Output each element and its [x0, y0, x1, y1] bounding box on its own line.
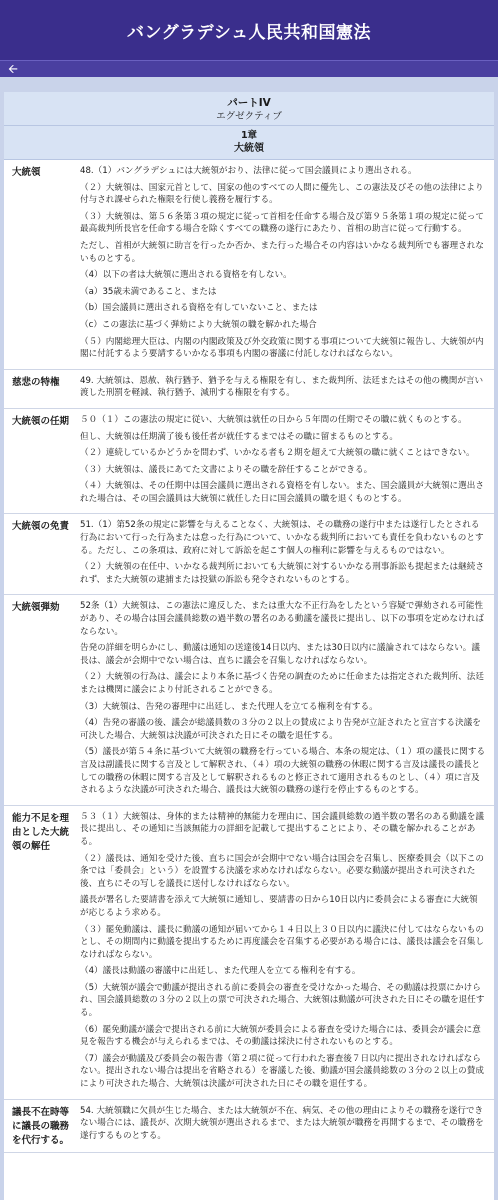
article-paragraph: （4）議長は動議の審議中に出廷し、また代理人を立てる権利を有する。: [80, 966, 361, 977]
article-paragraph: 54. 大統領職に欠員が生じた場合、または大統領が不在、病気、その他の理由によりその職務を遂行できない場合には、議長が、次期大統領が選出されるまで、または大統領が職務を再開するまで、その職務を遂行するものとする。: [80, 1105, 484, 1141]
article-row: [4, 409, 494, 515]
article-body: [74, 409, 494, 514]
app-header: [0, 0, 498, 60]
part-header: [4, 92, 494, 126]
article-title: 能力不足を理由とした大統領の解任: [12, 812, 70, 852]
article-paragraph: ５３（１）大統領は、身体的または精神的無能力を理由に、国会議員総数の過半数の署名のある動議を議長に提出し、その通知に当該無能力の詳細を記載して提出することにより、その職を解かれることがある。: [80, 811, 484, 847]
article-paragraph: （a）35歳未満であること、または: [80, 286, 217, 297]
article-paragraph: （4）以下の者は大統領に選出される資格を有しない。: [80, 270, 292, 281]
article-paragraph: （b）国会議員に選出される資格を有していないこと、または: [80, 303, 318, 314]
article-paragraph: 48.（1）バングラデシュには大統領がおり、法律に従って国会議員により選出される。: [80, 166, 417, 176]
article-body: [74, 514, 494, 594]
nav-bar: [0, 60, 498, 77]
article-list: [4, 160, 494, 1153]
article-paragraph: （４）大統領は、その任期中は国会議員に選出される資格を有しない。また、国会議員が大統領に選出された場合は、その国会議員は大統領に就任した日に国会議員の職を退くものとする。: [80, 481, 484, 504]
article-paragraph: （5）議長が第５４条に基づいて大統領の職務を行っている場合、本条の規定は、（１）項の議長に関する言及は副議長に関する言及として解釈され、（４）項の大統領の職務の休暇に関する言及は議長の議長としての職務の休暇に関する言及として解釈されるものと修正されて適用されるものとし、（４）項に言及されるような決議が可決された場合、議長は大統領の職務の遂行を停止するものとする。: [80, 747, 486, 796]
article-paragraph: 議長が署名した要請書を添えて大統領に通知し、要請書の日から10日以内に委員会による審査に大統領が応じるよう求める。: [80, 895, 478, 918]
article-paragraph: （５）内閣総理大臣は、内閣の内閣政策及び外交政策に関する事項について大統領に報告し、大統領が内閣に付託するよう要請するいかなる事項も内閣の審議に付託しなければならない。: [80, 336, 484, 360]
article-paragraph: 52条（1）大統領は、この憲法に違反した、または重大な不正行為をしたという容疑で弾劾される可能性があり、その場合は国会議員総数の過半数の署名のある動議を議長に提出し、以下の事項を定めなければならない。: [80, 601, 484, 637]
article-title: 大統領: [12, 167, 41, 178]
article-paragraph: （4）告発の審議の後、議会が総議員数の３分の２以上の賛成により告発が立証されたと宣言する決議を可決した場合、大統領は決議が可決された日にその職を退任する。: [80, 718, 481, 741]
article-body: [74, 806, 494, 1099]
page-title: バングラデシュ人民共和国憲法: [127, 22, 371, 43]
article-paragraph: （6）罷免動議が議会で提出される前に大統領が委員会による審査を受けた場合には、委員会が議会に意見を報告する機会が与えられるまでは、その動議は採決に付されないものとする。: [80, 1024, 481, 1048]
part-name: エグゼクティブ: [216, 111, 282, 122]
article-title: 大統領の任期: [12, 415, 70, 427]
arrow-left-icon[interactable]: 🡨: [8, 62, 18, 76]
article-title: 議長不在時等に議長の職務を代行する。: [12, 1106, 70, 1146]
article-paragraph: （３）大統領は、第５６条第３項の規定に従って首相を任命する場合及び第９５条第１項の規定に従って最高裁判所長官を任命する場合を除くすべての職務の遂行にあたり、首相の助言に従って行動する。: [80, 211, 484, 235]
article-body: [74, 370, 494, 408]
chapter-number: 1章: [240, 130, 258, 141]
article-body: [74, 160, 494, 369]
article-row: [4, 1100, 494, 1153]
article-paragraph: （３）罷免動議は、議長に動議の通知が届いてから１４日以上３０日以内に議決に付してはならないものとし、その期間内に動議を提出するために再度議会を召集する必要がある場合には、議長は議会を召集しなければならない。: [80, 924, 484, 960]
article-paragraph: 49. 大統領は、恩赦、執行猶予、猶予を与える権限を有し、また裁判所、法廷またはその他の機関が言い渡した刑罰を軽減、執行猶予、減刑する権限を有する。: [80, 375, 484, 399]
article-paragraph: （２）連続しているかどうかを問わず、いかなる者も２期を超えて大統領の職に就くことはできない。: [80, 448, 475, 459]
article-body: [74, 1100, 494, 1152]
article-row: [4, 160, 494, 370]
article-row: [4, 370, 494, 409]
article-paragraph: （3）大統領は、告発の審理中に出廷し、また代理人を立てる権利を有する。: [80, 701, 378, 712]
article-paragraph: （２）大統領の行為は、議会により本条に基づく告発の調査のために任命または指定された裁判所、法廷または機関に議会により付託されることができる。: [80, 672, 484, 695]
article-paragraph: ５０（１）この憲法の規定に従い、大統領は就任の日から５年間の任期でその職に就くものとする。: [80, 414, 467, 425]
article-paragraph: （7）議会が動議及び委員会の報告書（第２項に従って行われた審査後７日以内に提出されなければならない。提出されない場合は提出を省略される）を審議した後、動議が国会議員総数の３分の２以上の賛成により可決された場合、大統領は決議が可決された日にその職を退任する。: [80, 1053, 484, 1090]
article-paragraph: 告発の詳細を明らかにし、動議は通知の送達後14日以内、または30日以内に議論されてはならない。議長は、議会が会期中でない場合は、直ちに議会を召集しなければならない。: [80, 643, 480, 666]
article-row: [4, 514, 494, 595]
article-row: [4, 806, 494, 1100]
part-number: パートIV: [227, 97, 271, 109]
article-paragraph: ただし、首相が大統領に助言を行ったか否か、また行った場合その内容はいかなる裁判所でも審理されないものとする。: [80, 240, 484, 264]
article-title: 大統領弾劾: [12, 602, 60, 614]
article-body: [74, 595, 494, 804]
article-paragraph: 51.（1）第52条の規定に影響を与えることなく、大統領は、その職務の遂行中または遂行したとされる行為において行った行為または怠った行為について、いかなる裁判所においても責任を負わないものとする。ただし、この条項は、政府に対して訴訟を起こす個人の権利に影響を与えるものではない。: [80, 520, 484, 556]
article-paragraph: （２）議長は、通知を受けた後、直ちに国会が会期中でない場合は国会を召集し、医療委員会（以下この条では「委員会」という）を設置する決議を求めなければならない。必要な動議が提出され可決された後、直ちにその写しを議長に送付しなければならない。: [80, 853, 484, 889]
article-paragraph: （c）この憲法に基づく弾劾により大統領の職を解かれた場合: [80, 319, 317, 330]
article-title: 大統領の免責: [12, 521, 70, 533]
article-paragraph: （２）大統領は、国家元首として、国家の他のすべての人間に優先し、この憲法及びその他の法律により付与され課せられた権限を行使し義務を履行する。: [80, 182, 484, 206]
article-title: 慈悲の特権: [12, 376, 60, 388]
article-paragraph: （２）大統領の在任中、いかなる裁判所においても大統領に対するいかなる刑事訴訟も提起または継続されず、また大統領の逮捕または投獄の訴訟も発令されないものとする。: [80, 562, 484, 585]
article-row: [4, 595, 494, 805]
article-paragraph: （5）大統領が議会で動議が提出される前に委員会の審査を受けなかった場合、その動議は投票にかけられ、国会議員総数の３分の２以上の票で可決された場合、大統領は動議が可決された日にその職を退任する。: [80, 982, 485, 1019]
article-paragraph: 但し、大統領は任期満了後も後任者が就任するまではその職に留まるものとする。: [80, 431, 398, 442]
chapter-header: [4, 126, 494, 160]
document-content: [4, 92, 494, 1200]
article-paragraph: （３）大統領は、議長にあてた文書によりその職を辞任することができる。: [80, 464, 373, 475]
chapter-name: 大統領: [234, 143, 264, 154]
